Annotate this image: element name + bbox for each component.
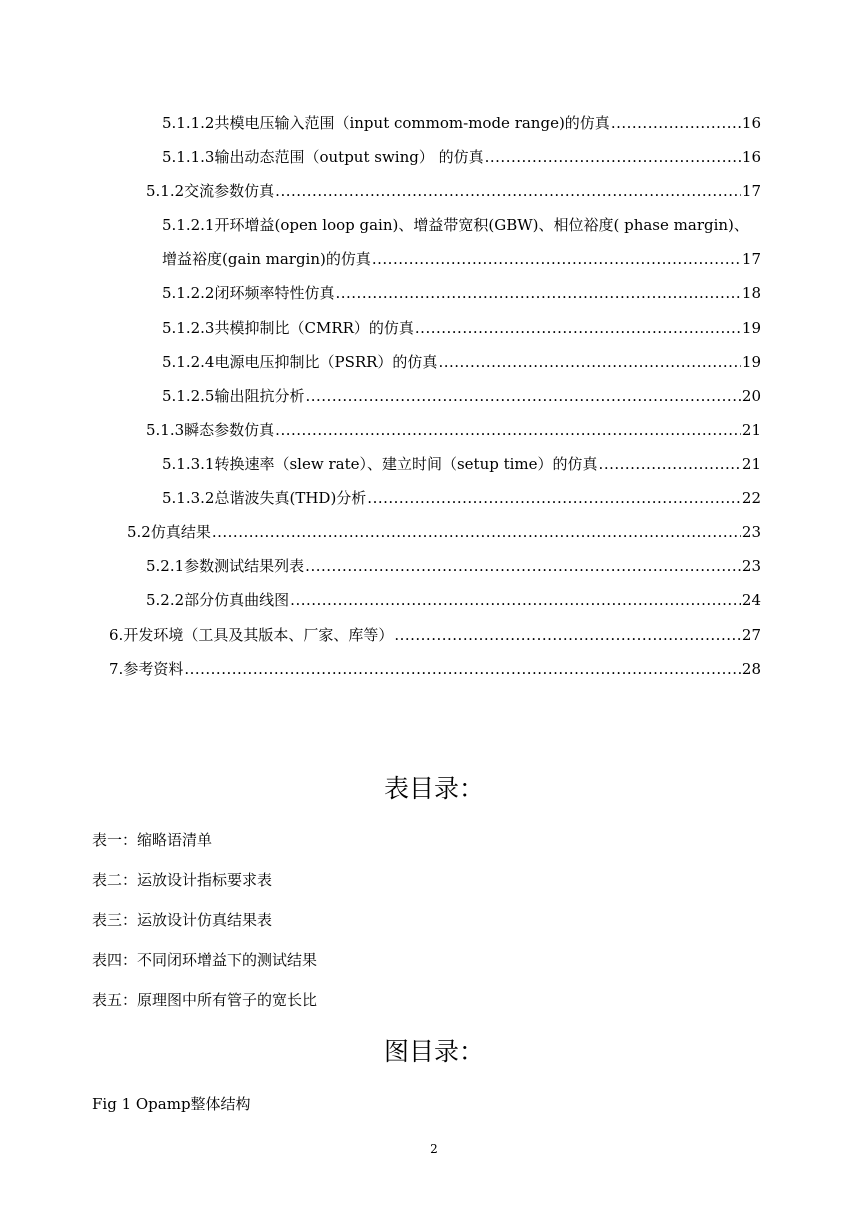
- toc-leader-dots: [184, 658, 741, 680]
- toc-entry-page: 19: [741, 319, 761, 337]
- toc-entry-page: 18: [741, 284, 761, 302]
- toc-entry-title: 5.1.3.1转换速率（slew rate）、建立时间（setup time）的仿真: [162, 455, 598, 473]
- toc-leader-dots: [599, 453, 741, 475]
- toc-entry-page: 17: [741, 250, 761, 268]
- figures-heading: 图目录：: [383, 1037, 484, 1066]
- toc-entry-page: 21: [741, 421, 761, 439]
- toc-leader-dots: [611, 112, 741, 134]
- toc-entry-title: 5.1.2.4电源电压抑制比（PSRR）的仿真: [162, 353, 438, 371]
- toc-leader-dots: [485, 146, 741, 168]
- toc-entry-title: 5.2仿真结果: [127, 523, 211, 541]
- toc-entry-title: 5.2.1参数测试结果列表: [146, 557, 305, 575]
- toc-entry-title: 参考资料: [123, 660, 184, 678]
- toc-entry-title-line1[interactable]: 5.1.2.1开环增益(open loop gain)、增益带宽积(GBW)、相位裕度( phase margin)、: [162, 216, 749, 234]
- toc-entry[interactable]: [162, 317, 761, 339]
- toc-entry[interactable]: [146, 555, 761, 577]
- toc-entry-title: 5.1.1.3输出动态范围（output swing） 的仿真: [162, 148, 484, 166]
- toc-entry-page: 24: [741, 591, 761, 609]
- toc-entry-title: 5.1.1.2共模电压输入范围（input commom-mode range)的仿真: [162, 114, 610, 132]
- toc-leader-dots: [335, 282, 740, 304]
- toc-entry[interactable]: [146, 180, 761, 202]
- table-list-item[interactable]: 表一：缩略语清单: [92, 831, 213, 849]
- toc-leader-dots: [275, 419, 741, 441]
- table-list-item[interactable]: 表三：运放设计仿真结果表: [92, 911, 273, 929]
- toc-entry-title: 5.1.3瞬态参数仿真: [146, 421, 275, 439]
- toc-entry[interactable]: [127, 521, 761, 543]
- toc-leader-dots: [275, 180, 741, 202]
- toc-entry[interactable]: [162, 112, 761, 134]
- toc-entry-page: 23: [741, 557, 761, 575]
- toc-entry[interactable]: [162, 351, 761, 373]
- page-number: 2: [430, 1142, 438, 1156]
- toc-entry-title: 5.2.2部分仿真曲线图: [146, 591, 290, 609]
- toc-entry[interactable]: [162, 248, 761, 270]
- toc-entry[interactable]: [109, 624, 761, 646]
- tables-heading: 表目录：: [383, 774, 484, 803]
- toc-entry-title: 5.1.3.2总谐波失真(THD)分析: [162, 489, 367, 507]
- table-list-item[interactable]: 表二：运放设计指标要求表: [92, 871, 273, 889]
- toc-leader-dots: [372, 248, 741, 270]
- toc-entry-page: 20: [741, 387, 761, 405]
- toc-entry-page: 28: [741, 660, 761, 678]
- toc-entry[interactable]: [146, 589, 761, 611]
- toc-leader-dots: [305, 385, 740, 407]
- toc-entry-title: 5.1.2.3共模抑制比（CMRR）的仿真: [162, 319, 414, 337]
- toc-entry-page: 19: [741, 353, 761, 371]
- toc-entry-page: 23: [741, 523, 761, 541]
- toc-entry[interactable]: [162, 282, 761, 304]
- toc-entry-page: 16: [741, 114, 761, 132]
- toc-entry-page: 16: [741, 148, 761, 166]
- toc-leader-dots: [290, 589, 741, 611]
- toc-leader-dots: [438, 351, 740, 373]
- toc-leader-dots: [212, 521, 741, 543]
- toc-entry-title: 5.1.2.2闭环频率特性仿真: [162, 284, 335, 302]
- toc-entry-page: 21: [741, 455, 761, 473]
- toc-leader-dots: [305, 555, 741, 577]
- toc-entry[interactable]: [162, 487, 761, 509]
- toc-entry[interactable]: [162, 146, 761, 168]
- table-list-item[interactable]: 表四：不同闭环增益下的测试结果: [92, 951, 318, 969]
- toc-entry[interactable]: [162, 453, 761, 475]
- toc-entry-page: 17: [741, 182, 761, 200]
- toc-leader-dots: [367, 487, 741, 509]
- toc-entry[interactable]: [162, 385, 761, 407]
- table-list-item[interactable]: 表五：原理图中所有管子的宽长比: [92, 991, 318, 1009]
- toc-entry-title: 5.1.2.5输出阻抗分析: [162, 387, 305, 405]
- toc-entry-number: 7.: [109, 660, 124, 678]
- toc-entry[interactable]: [146, 419, 761, 441]
- toc-leader-dots: [394, 624, 741, 646]
- toc-entry-title-line2: 增益裕度(gain margin)的仿真: [162, 250, 371, 268]
- toc-entry-number: 6.: [109, 626, 124, 644]
- toc-entry[interactable]: [109, 658, 761, 680]
- toc-entry-page: 27: [741, 626, 761, 644]
- toc-entry-title: 开发环境（工具及其版本、厂家、库等）: [123, 626, 394, 644]
- figure-list-item[interactable]: Fig 1 Opamp整体结构: [92, 1095, 251, 1113]
- toc-entry-title: 5.1.2交流参数仿真: [146, 182, 275, 200]
- toc-leader-dots: [415, 317, 741, 339]
- toc-entry-page: 22: [741, 489, 761, 507]
